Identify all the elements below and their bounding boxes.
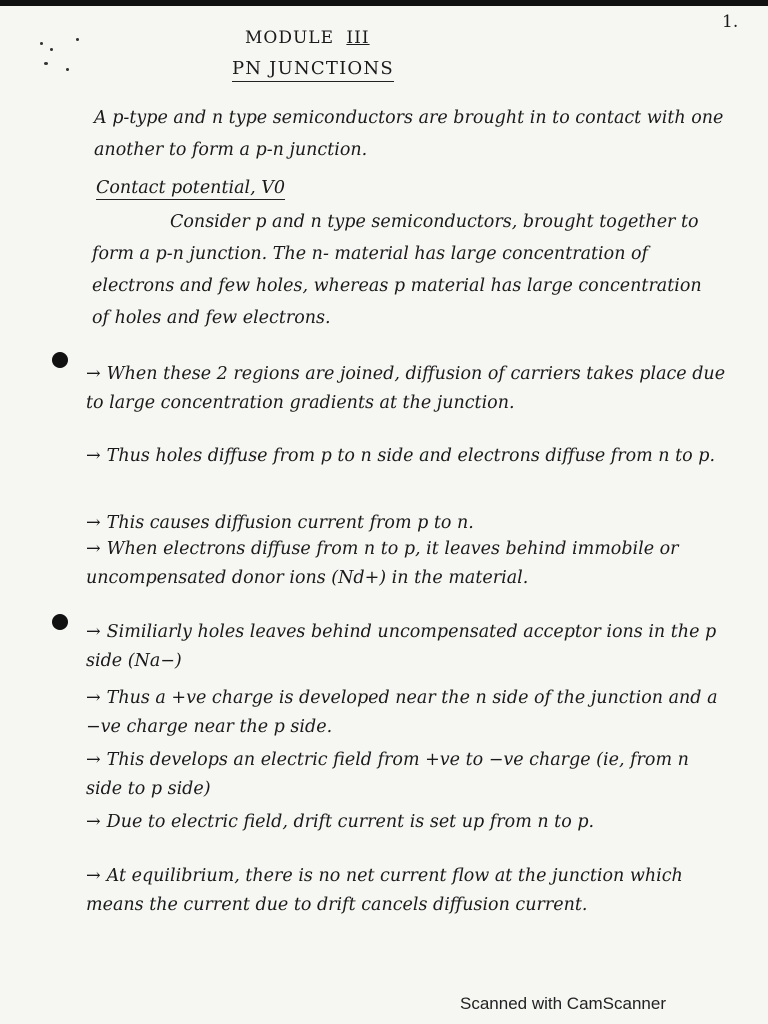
scan-speck [40, 42, 43, 45]
scan-speck [44, 62, 48, 65]
scan-speck [66, 68, 69, 71]
arrow-icon: → [86, 364, 101, 384]
arrow-icon: → [86, 812, 101, 832]
bullet-text: Thus a +ve charge is developed near the n side of the junction and a −ve charge near the p side. [86, 688, 718, 737]
handwritten-page [0, 6, 768, 1024]
page-number: 1. [722, 12, 739, 32]
chapter-title: PN JUNCTIONS [232, 58, 394, 82]
bullet-item [86, 862, 726, 920]
bullet-text: When these 2 regions are joined, diffusion of carriers takes place due to large concentration gradients at the junction. [86, 364, 726, 413]
scanner-watermark: Scanned with CamScanner [460, 994, 667, 1013]
scan-speck [50, 48, 53, 51]
bullet-text: This develops an electric field from +ve to −ve charge (ie, from n side to p side) [86, 750, 689, 799]
scan-speck [76, 38, 79, 41]
margin-dot [52, 352, 68, 368]
bullet-item [86, 509, 726, 538]
bullet-text: Similiarly holes leaves behind uncompensated acceptor ions in the p side (Na−) [86, 622, 717, 671]
arrow-icon: → [86, 622, 101, 642]
arrow-icon: → [86, 513, 101, 533]
bullet-text: When electrons diffuse from n to p, it leaves behind immobile or uncompensated donor ions (Nd+) in the material. [86, 539, 679, 588]
consider-paragraph: Consider p and n type semiconductors, brought together to form a p-n junction. The n- material has large concentration of electrons and few holes, whereas p material has large concentration of holes and few electrons. [92, 212, 702, 328]
arrow-icon: → [86, 688, 101, 708]
arrow-icon: → [86, 866, 101, 886]
arrow-icon: → [86, 539, 101, 559]
module-label: MODULE [245, 28, 334, 48]
bullet-text: Due to electric field, drift current is set up from n to p. [106, 812, 595, 832]
bullet-text: This causes diffusion current from p to n. [106, 513, 474, 533]
arrow-icon: → [86, 750, 101, 770]
bullet-item [86, 746, 726, 804]
module-heading [245, 28, 370, 48]
bullet-item [86, 360, 726, 418]
intro-paragraph: A p-type and n type semiconductors are brought in to contact with one another to form a p-n junction. [94, 108, 724, 160]
margin-dot [52, 614, 68, 630]
module-number: III [346, 28, 370, 48]
bullet-item [86, 442, 726, 471]
bullet-item [86, 684, 726, 742]
bullet-item [86, 535, 726, 593]
bullet-text: Thus holes diffuse from p to n side and electrons diffuse from n to p. [106, 446, 716, 466]
bullet-item [86, 618, 726, 676]
bullet-item [86, 808, 726, 837]
bullet-text: At equilibrium, there is no net current flow at the junction which means the current due to drift cancels diffusion current. [86, 866, 683, 915]
arrow-icon: → [86, 446, 101, 466]
section-heading: Contact potential, V0 [96, 178, 286, 198]
